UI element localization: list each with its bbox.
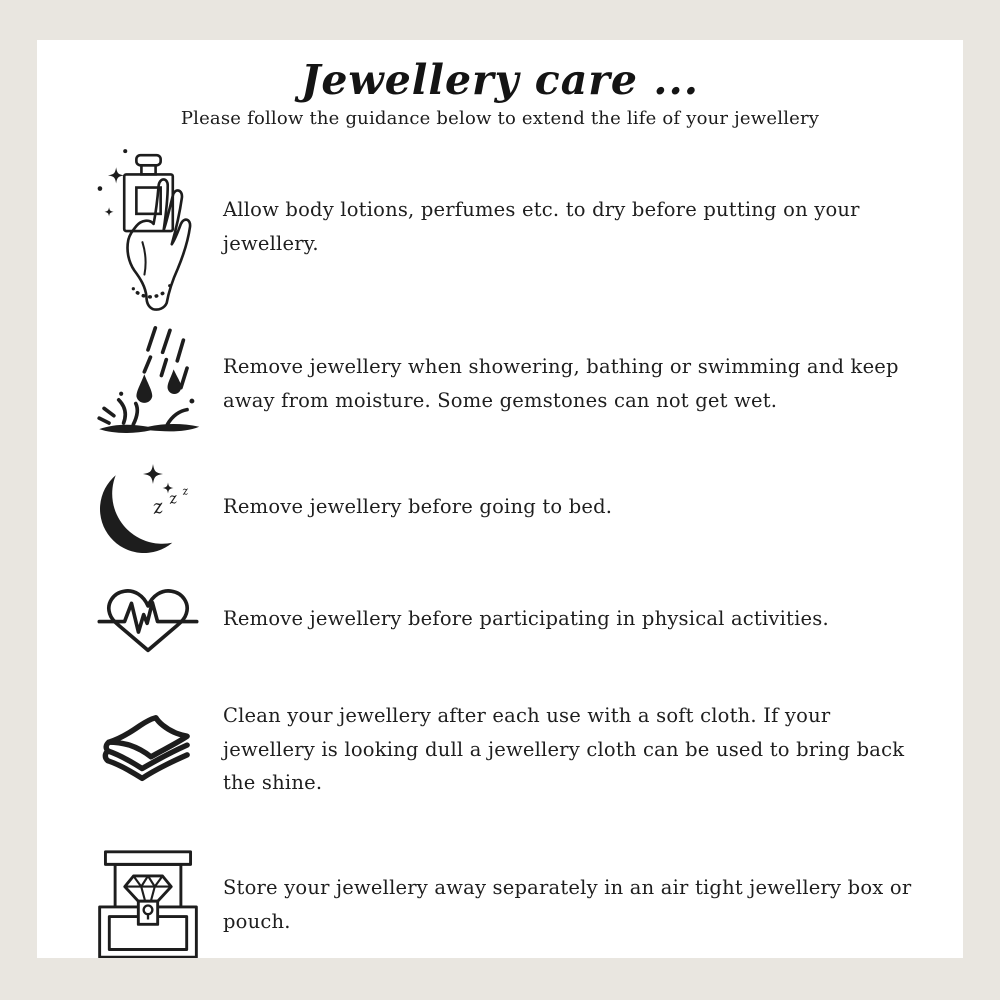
care-row-bed: [37, 457, 963, 557]
care-text-storage: Store your jewellery away separately in an air tight jewellery box or pouch.: [223, 876, 912, 933]
cloth-stack-icon: [73, 703, 223, 795]
perfume-bottle-hand-icon: [73, 141, 223, 313]
care-text-bed: Remove jewellery before going to bed.: [223, 495, 613, 519]
care-instructions-list: [37, 129, 963, 958]
care-text-water: Remove jewellery when showering, bathing or swimming and keep away from moisture. Some gemstones can not get wet.: [223, 355, 899, 412]
care-row-cleaning: [37, 699, 963, 800]
care-text-cleaning: Clean your jewellery after each use with a soft cloth. If your jewellery is looking dull a jewellery cloth can be used to bring back the shine.: [223, 704, 905, 795]
moon-sleep-icon: [73, 457, 223, 557]
heartbeat-icon: [73, 579, 223, 659]
water-splash-icon: [73, 323, 223, 445]
care-row-water: [37, 323, 963, 445]
page-subtitle: Please follow the guidance below to extend the life of your jewellery: [180, 108, 820, 129]
zzz-text-2: z: [167, 488, 179, 508]
care-row-storage: [37, 846, 963, 958]
care-row-activities: [37, 579, 963, 659]
zzz-text-3: z: [181, 484, 190, 498]
jewellery-box-icon: [73, 846, 223, 958]
zzz-text-1: z: [151, 495, 165, 519]
page-title: Jewellery care ...: [300, 56, 700, 104]
care-card: [37, 40, 963, 958]
card-header: [37, 40, 963, 129]
care-text-lotions: Allow body lotions, perfumes etc. to dry before putting on your jewellery.: [223, 198, 860, 255]
care-row-lotions: [37, 141, 963, 313]
care-text-activities: Remove jewellery before participating in physical activities.: [223, 607, 829, 631]
